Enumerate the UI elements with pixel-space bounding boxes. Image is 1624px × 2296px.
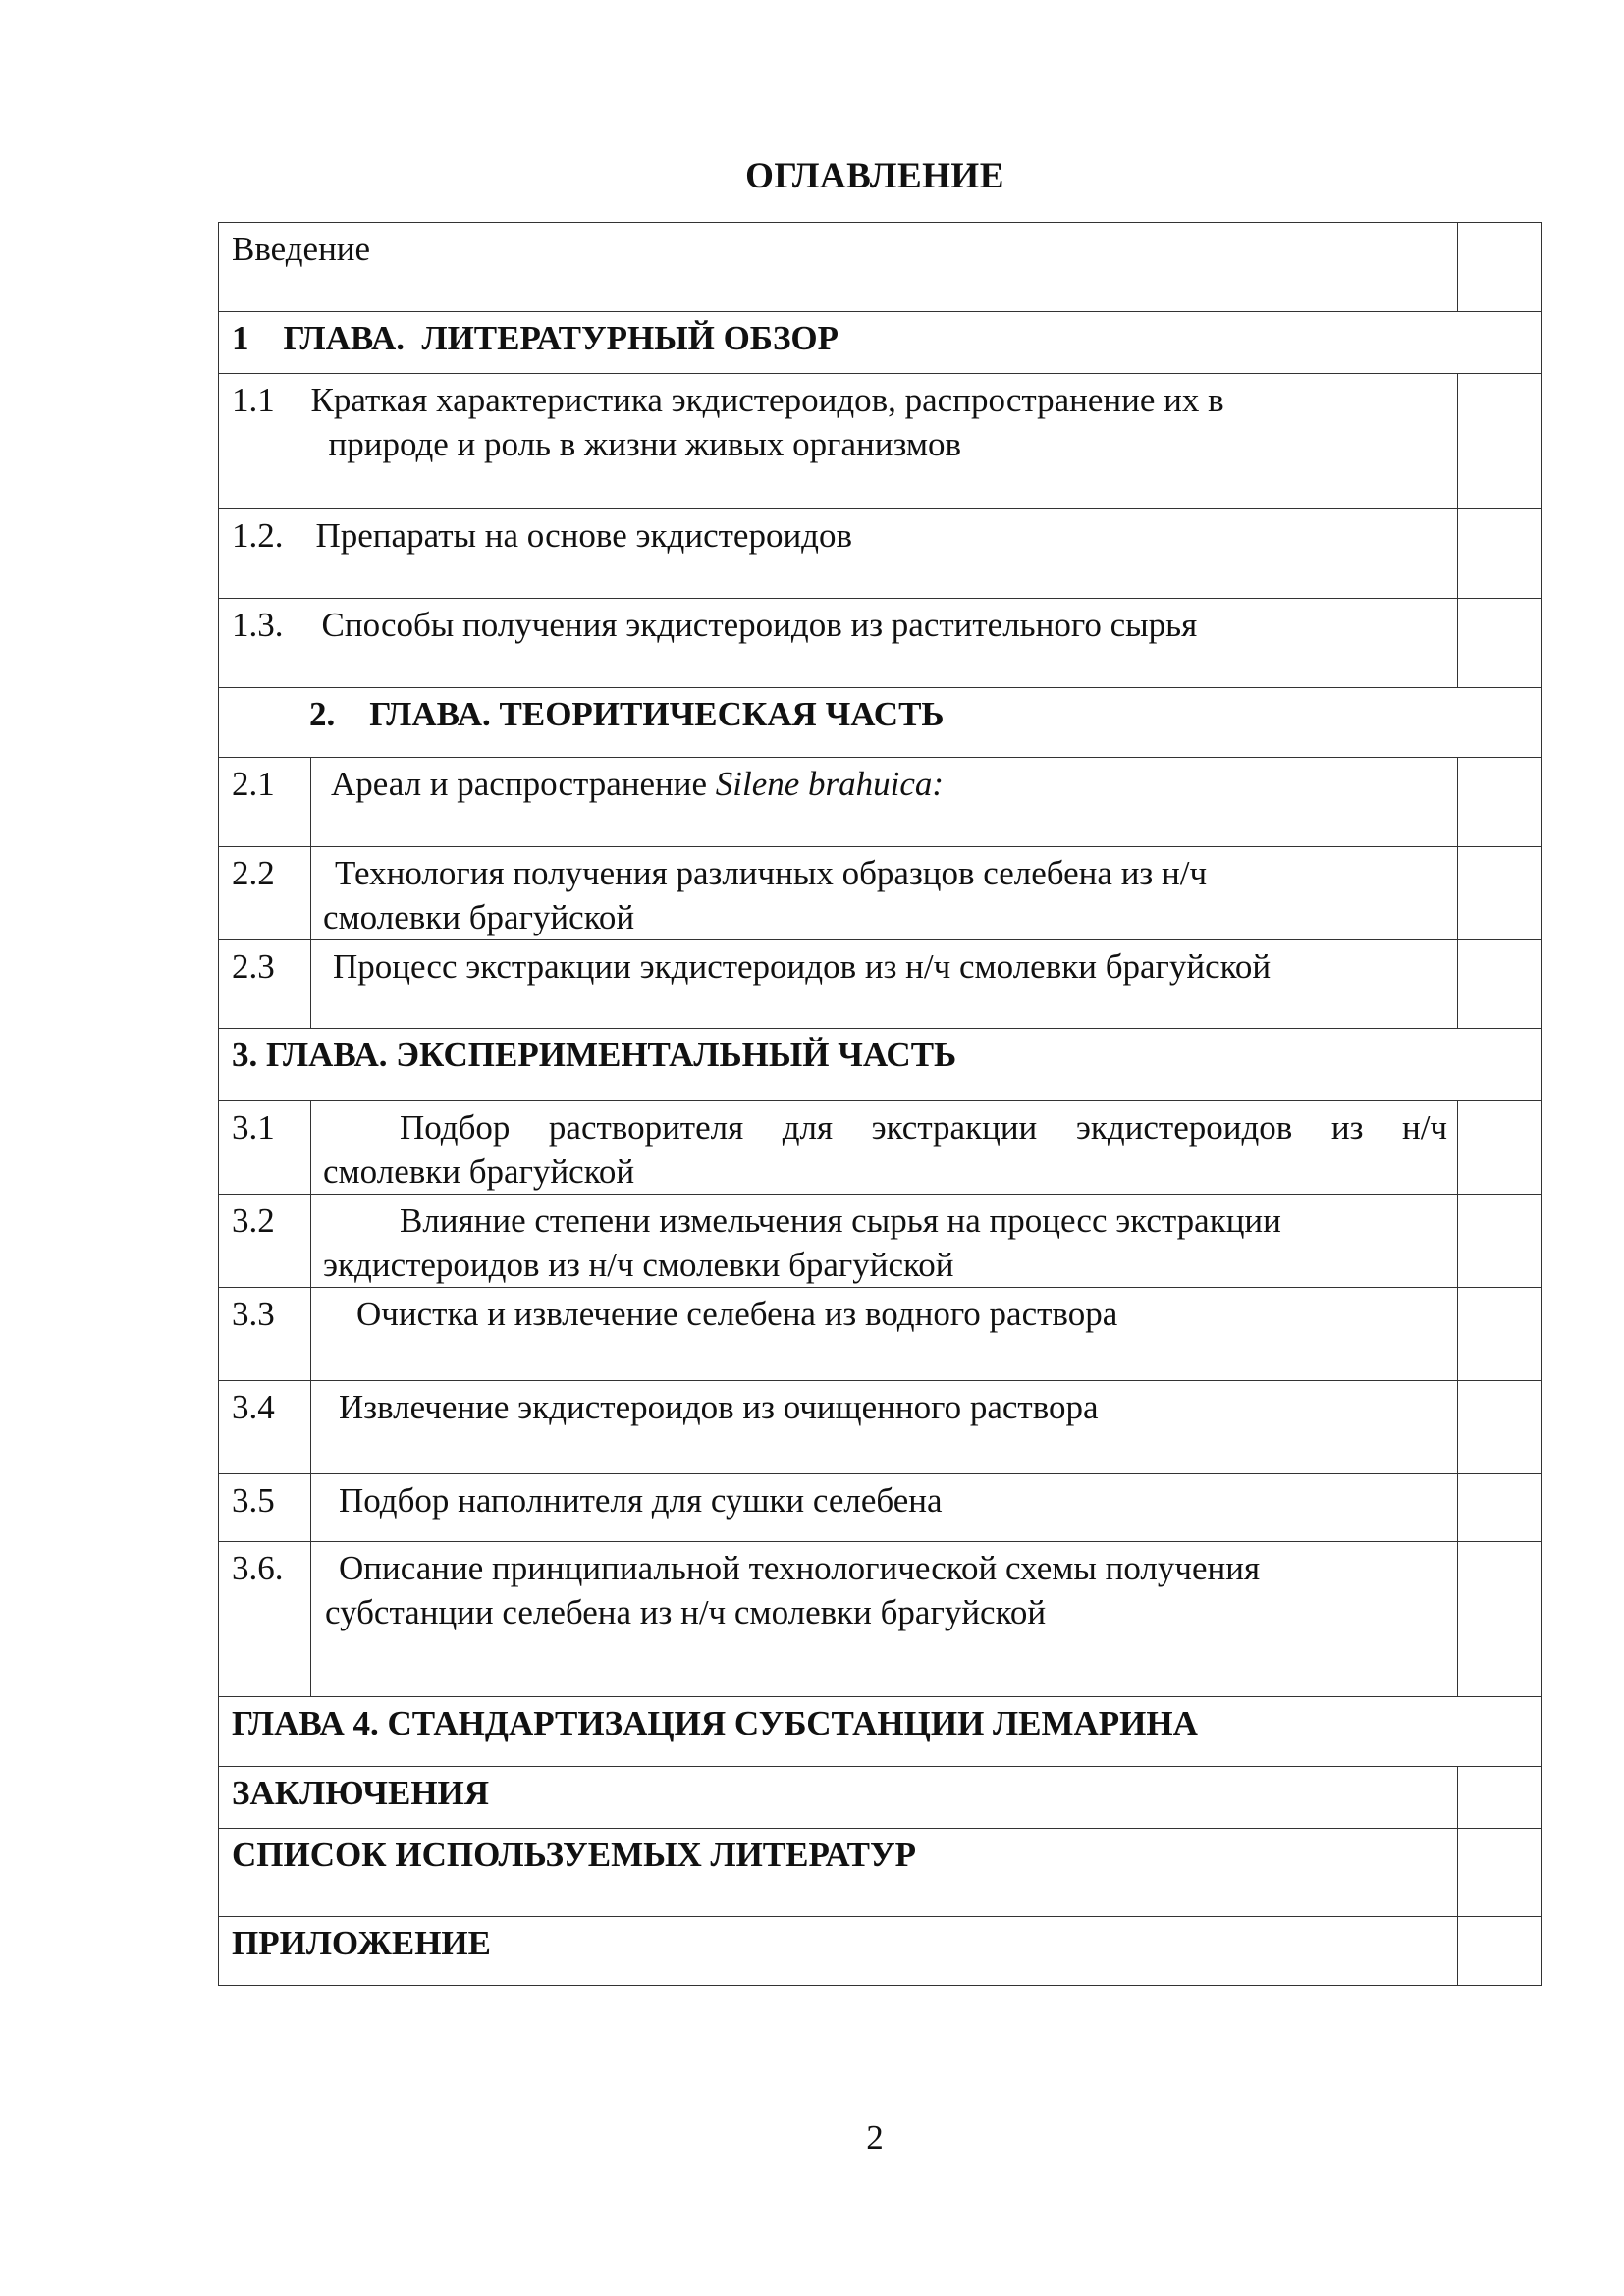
toc-row-chapter-1	[219, 312, 1542, 374]
page-cell	[1458, 758, 1542, 847]
toc-row-3-4	[219, 1381, 1542, 1474]
section-title-line: субстанции селебена из н/ч смолевки брагуйской	[325, 1593, 1047, 1631]
toc-row-intro	[219, 223, 1542, 312]
section-title	[311, 1101, 1458, 1195]
section-title: Процесс экстракции экдистероидов из н/ч смолевки брагуйской	[311, 940, 1458, 1029]
toc-table	[218, 222, 1542, 1986]
section-number: 3.1	[219, 1101, 311, 1195]
toc-row-chapter-3	[219, 1029, 1542, 1101]
toc-row-chapter-4	[219, 1697, 1542, 1767]
section-number: 2.1	[219, 758, 311, 847]
section-number: 3.5	[219, 1474, 311, 1542]
toc-row-conclusions	[219, 1767, 1542, 1829]
page-title: ОГЛАВЛЕНИЕ	[745, 156, 1004, 196]
toc-row-appendix	[219, 1917, 1542, 1986]
page-cell	[1458, 1474, 1542, 1542]
toc-row-3-6	[219, 1542, 1542, 1697]
section-title-line: Технология получения различных образцов селебена из н/ч	[335, 854, 1208, 892]
section-number: 1.3.	[219, 599, 311, 688]
section-title: Подбор наполнителя для сушки селебена	[311, 1474, 1458, 1542]
section-number: 3.6.	[219, 1542, 311, 1697]
page-cell	[1458, 1917, 1542, 1986]
toc-row-chapter-2	[219, 688, 1542, 758]
page-cell	[1458, 940, 1542, 1029]
toc-row-1-3	[219, 599, 1542, 688]
section-title-line: Краткая характеристика экдистероидов, распространение их в	[310, 381, 1224, 419]
chapter-2-heading: 2. ГЛАВА. ТЕОРИТИЧЕСКАЯ ЧАСТЬ	[219, 688, 1542, 758]
section-title: Очистка и извлечение селебена из водного раствора	[311, 1288, 1458, 1381]
page-cell	[1458, 1195, 1542, 1288]
toc-row-3-3	[219, 1288, 1542, 1381]
page-cell	[1458, 374, 1542, 509]
section-title-line: смолевки брагуйской	[323, 1152, 635, 1191]
page-cell	[1458, 509, 1542, 599]
references-heading: СПИСОК ИСПОЛЬЗУЕМЫХ ЛИТЕРАТУР	[219, 1829, 1458, 1917]
page-cell	[1458, 847, 1542, 940]
toc-row-references	[219, 1829, 1542, 1917]
appendix-heading: ПРИЛОЖЕНИЕ	[219, 1917, 1458, 1986]
species-name: Silene brahuica:	[715, 765, 945, 803]
section-title	[311, 758, 1458, 847]
page-cell	[1458, 1542, 1542, 1697]
section-title: Препараты на основе экдистероидов	[311, 509, 1458, 599]
section-title: Способы получения экдистероидов из растительного сырья	[311, 599, 1458, 688]
section-number: 1.1	[219, 374, 311, 509]
section-title-line: экдистероидов из н/ч смолевки брагуйской	[323, 1246, 954, 1284]
toc-row-3-5	[219, 1474, 1542, 1542]
section-title	[311, 374, 1458, 509]
page-cell	[1458, 1101, 1542, 1195]
section-title	[311, 1542, 1458, 1697]
section-title-text: Ареал и распространение	[331, 765, 716, 803]
toc-row-1-1	[219, 374, 1542, 509]
section-title-line: природе и роль в жизни живых организмов	[328, 425, 962, 463]
toc-row-3-1	[219, 1101, 1542, 1195]
page-cell	[1458, 1288, 1542, 1381]
conclusions-heading: ЗАКЛЮЧЕНИЯ	[219, 1767, 1458, 1829]
toc-row-3-2	[219, 1195, 1542, 1288]
toc-row-2-1	[219, 758, 1542, 847]
page-cell	[1458, 1767, 1542, 1829]
section-number: 3.3	[219, 1288, 311, 1381]
section-number: 3.4	[219, 1381, 311, 1474]
section-title-line: Описание принципиальной технологической схемы получения	[339, 1549, 1261, 1587]
section-number: 3.2	[219, 1195, 311, 1288]
section-title-line: Влияние степени измельчения сырья на процесс экстракции	[400, 1201, 1281, 1240]
section-title-line: Подбор растворителя для экстракции экдистероидов из н/ч	[400, 1108, 1448, 1147]
toc-entry-intro: Введение	[219, 223, 1458, 312]
page-number: 2	[866, 2118, 884, 2157]
chapter-3-heading: 3. ГЛАВА. ЭКСПЕРИМЕНТАЛЬНЫЙ ЧАСТЬ	[219, 1029, 1542, 1101]
chapter-4-heading: ГЛАВА 4. СТАНДАРТИЗАЦИЯ СУБСТАНЦИИ ЛЕМАРИНА	[219, 1697, 1542, 1767]
section-title	[311, 847, 1458, 940]
chapter-1-heading: 1 ГЛАВА. ЛИТЕРАТУРНЫЙ ОБЗОР	[219, 312, 1542, 374]
section-title-line: смолевки брагуйской	[323, 898, 635, 936]
page-cell	[1458, 599, 1542, 688]
section-title	[311, 1195, 1458, 1288]
toc-row-2-2	[219, 847, 1542, 940]
section-title: Извлечение экдистероидов из очищенного раствора	[311, 1381, 1458, 1474]
section-number: 2.3	[219, 940, 311, 1029]
page-cell	[1458, 1829, 1542, 1917]
toc-row-1-2	[219, 509, 1542, 599]
toc-row-2-3	[219, 940, 1542, 1029]
section-number: 1.2.	[219, 509, 311, 599]
page-cell	[1458, 223, 1542, 312]
page-cell	[1458, 1381, 1542, 1474]
section-number: 2.2	[219, 847, 311, 940]
